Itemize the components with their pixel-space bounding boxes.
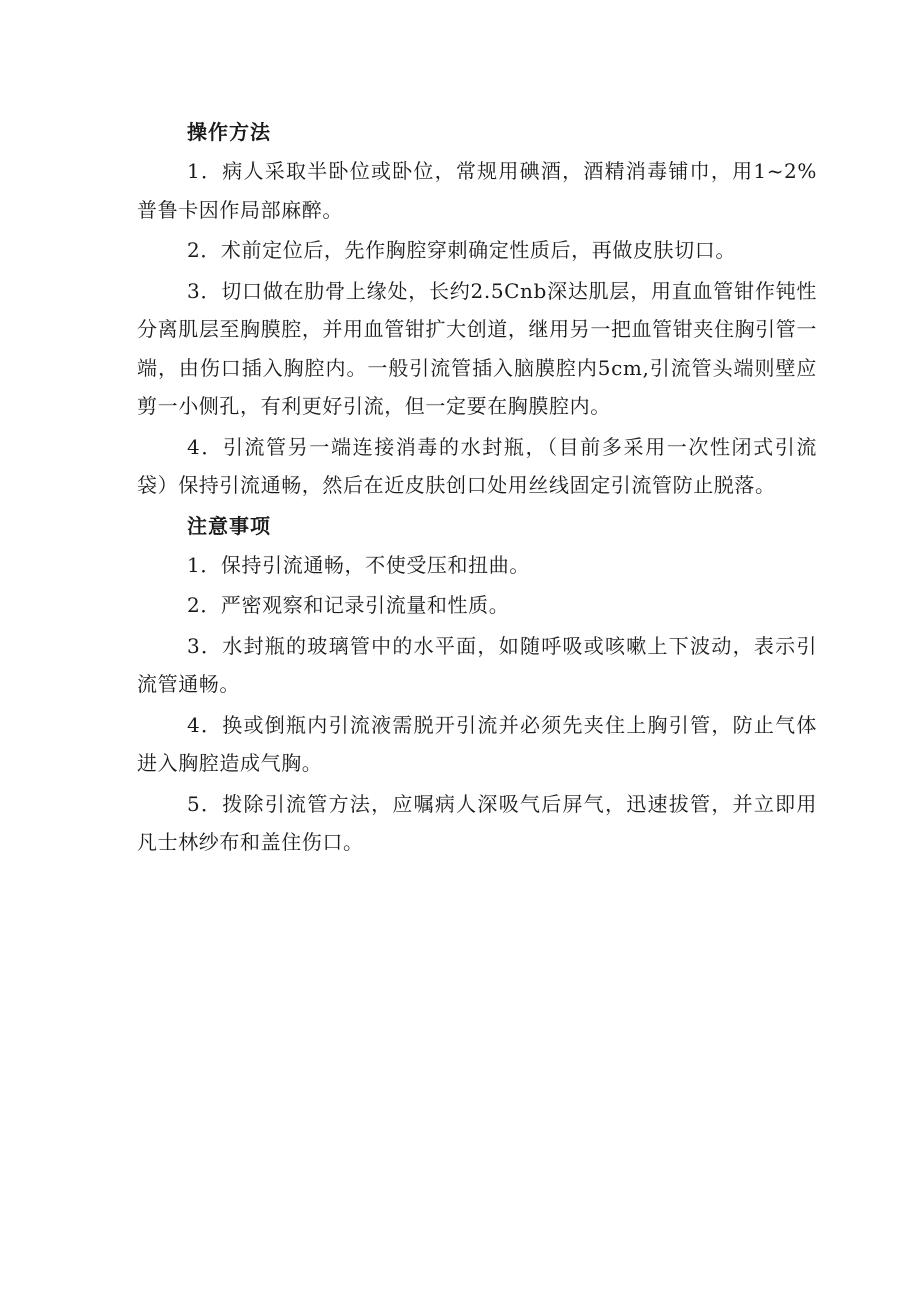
list-item: 2．术前定位后，先作胸腔穿刺确定性质后，再做皮肤切口。	[187, 238, 736, 262]
list-item: 1．病人采取半卧位或卧位，常规用碘酒，酒精消毒铺巾，用1~2%普鲁卡因作局部麻醉。	[137, 159, 817, 222]
document-page	[137, 112, 817, 862]
list-item: 5．拨除引流管方法，应嘱病人深吸气后屏气，迅速拔管，并立即用凡士林纱布和盖住伤口。	[137, 791, 817, 854]
section-precautions	[137, 506, 817, 862]
section-heading: 注意事项	[187, 513, 271, 538]
list-item: 1．保持引流通畅，不使受压和扭曲。	[187, 552, 530, 577]
list-item: 4．换或倒瓶内引流液需脱开引流并必须先夹住上胸引管，防止气体进入胸腔造成气胸。	[137, 712, 817, 775]
list-item: 4．引流管另一端连接消毒的水封瓶，（目前多采用一次性闭式引流袋）保持引流通畅，然后在近皮肤创口处用丝线固定引流管防止脱落。	[137, 434, 817, 497]
list-item: 3．切口做在肋骨上缘处，长约2.5Cnb深达肌层，用直血管钳作钝性分离肌层至胸膜腔，并用血管钳扩大创道，继用另一把血管钳夹住胸引管一端，由伤口插入胸腔内。一般引流管插入脑膜腔内5cm,引流管头端则壁应剪一小侧孔，有利更好引流，但一定要在胸膜腔内。	[137, 278, 817, 418]
section-operation-method	[137, 112, 817, 505]
section-heading: 操作方法	[187, 120, 271, 144]
list-item: 2．严密观察和记录引流量和性质。	[187, 593, 510, 617]
list-item: 3．水封瓶的玻璃管中的水平面，如随呼吸或咳嗽上下波动，表示引流管通畅。	[137, 633, 817, 696]
